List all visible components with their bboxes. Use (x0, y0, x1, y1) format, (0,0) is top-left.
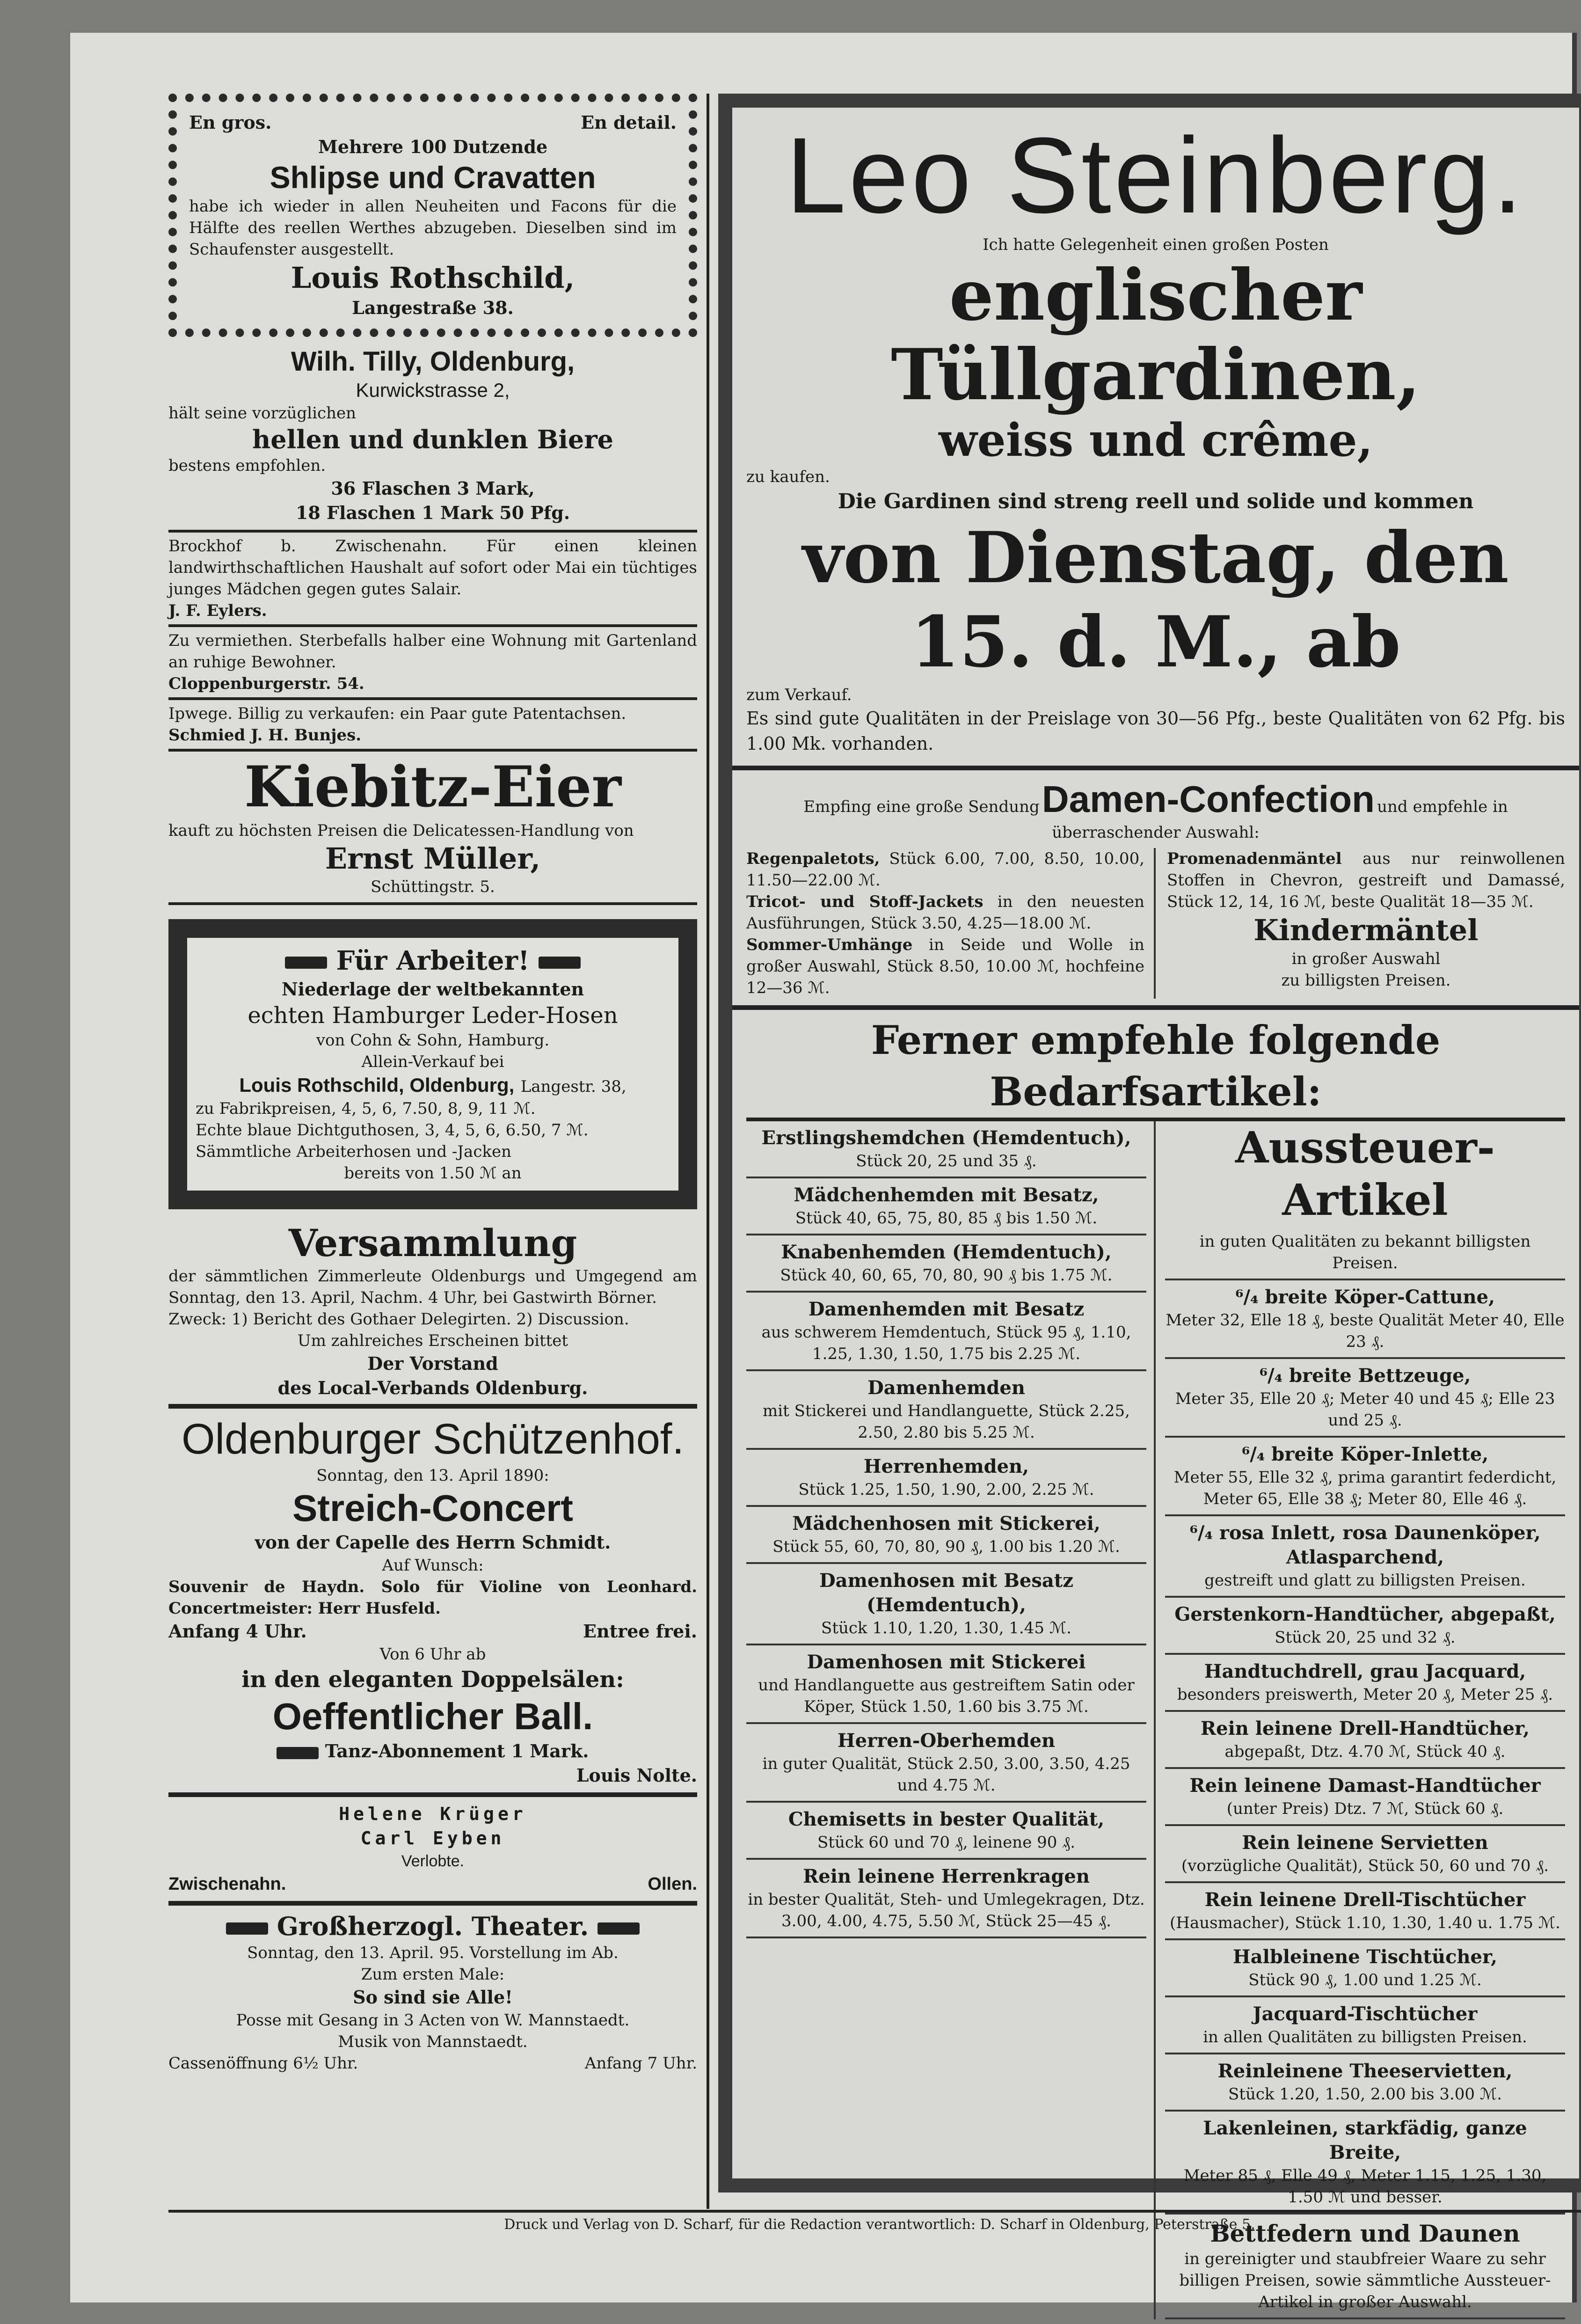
conf-post: und empfehle in überraschender Auswahl: (1052, 797, 1508, 842)
list-item (1165, 1940, 1565, 1997)
list-item (1165, 2054, 1565, 2112)
conf-item-text: Stück 6.00, 7.00, 8.50, 10.00, 11.50—22.00 ℳ. (746, 849, 1145, 890)
verlobte-n2: Carl Eyben (360, 1828, 505, 1849)
ad-vermiethen (168, 627, 697, 700)
theater-l2: Zum ersten Male: (361, 1965, 505, 1984)
left-column (168, 94, 697, 2079)
ad-theater (168, 1906, 697, 2079)
tilly-headline: hellen und dunklen Biere (252, 424, 614, 454)
tilly-name: Wilh. Tilly, Oldenburg, (291, 346, 575, 377)
item-text: (vorzügliche Qualität), Stück 50, 60 und 70 ₰. (1181, 1856, 1549, 1875)
item-title: Damenhosen mit Stickerei (807, 1651, 1086, 1673)
schuetzenhof-ball: Oeffentlicher Ball. (272, 1695, 593, 1737)
item-text: in allen Qualitäten zu billigsten Preisen. (1203, 2028, 1527, 2046)
item-title: Damenhemden mit Besatz (808, 1298, 1085, 1320)
conf-item-text: in den neuesten Ausführungen, Stück 3.50, 4.25—18.00 ℳ. (746, 892, 1144, 933)
item-title: Reinleinene Theeservietten, (1217, 2060, 1513, 2082)
kiebitz-address: Schüttingstr. 5. (371, 877, 495, 896)
tilly-price2: 18 Flaschen 1 Mark 50 Pfg. (295, 502, 570, 523)
kiebitz-text: kauft zu höchsten Preisen die Delicatessen-Handlung von (168, 821, 634, 840)
list-item (1165, 1598, 1565, 1655)
item-title: Mädchenhosen mit Stickerei, (792, 1513, 1100, 1535)
item-title: Chemisetts in bester Qualität, (788, 1808, 1105, 1830)
item-title: Handtuchdrell, grau Jacquard, (1204, 1660, 1526, 1682)
schuetzenhof-von6: Von 6 Uhr ab (379, 1645, 486, 1664)
rothschild-body: habe ich wieder in allen Neuheiten und Facons für die Hälfte des reellen Werthes abzugeben. Dieselben sind im Schaufenster ausgestellt. (189, 197, 677, 259)
kindermaentel-head: Kindermäntel (1253, 913, 1479, 947)
conf-right-title: Promenadenmäntel (1167, 849, 1342, 868)
item-title: Rein leinene Herrenkragen (803, 1865, 1090, 1887)
list-item (1165, 1769, 1565, 1826)
list-item (1165, 1826, 1565, 1883)
conf-right (1167, 848, 1565, 999)
steinberg-zukaufen: zu kaufen. (746, 468, 830, 486)
rothschild-headline: Shlipse und Cravatten (270, 160, 596, 195)
ad-rothschild-cravatten (168, 94, 697, 337)
item-title: Bettfedern und Daunen (1210, 2220, 1520, 2247)
item-title: ⁶/₄ breite Bettzeuge, (1259, 1365, 1471, 1387)
item-title: Rein leinene Drell-Tischtücher (1204, 1889, 1526, 1911)
schuetzenhof-headline: Oldenburger Schützenhof. (181, 1415, 685, 1463)
item-text: Stück 1.10, 1.20, 1.30, 1.45 ℳ. (821, 1619, 1071, 1637)
item-title: Herrenhemden, (863, 1455, 1029, 1477)
list-item (1165, 1997, 1565, 2054)
list-item (746, 1860, 1146, 1938)
item-text: Stück 20, 25 und 35 ₰. (856, 1152, 1037, 1170)
item-title: ⁶/₄ breite Köper-Inlette, (1241, 1443, 1489, 1465)
list-item (746, 1293, 1146, 1371)
theater-l3: So sind sie Alle! (353, 1987, 513, 2008)
versammlung-bittet: Um zahlreiches Erscheinen bittet (297, 1331, 568, 1350)
item-text: und Handlanguette aus gestreiftem Satin oder Köper, Stück 1.50, 1.60 bis 3.75 ℳ. (758, 1676, 1135, 1716)
item-title: Erstlingshemdchen (Hemdentuch), (761, 1127, 1131, 1149)
list-item (1165, 1516, 1565, 1598)
item-text: Meter 35, Elle 20 ₰; Meter 40 und 45 ₰; Elle 23 und 25 ₰. (1175, 1389, 1555, 1430)
theater-l5: Musik von Mannstaedt. (338, 2032, 528, 2051)
list-item (1165, 1883, 1565, 1940)
column-divider (707, 94, 709, 2209)
aussteuer-headline: Aussteuer-Artikel (1235, 1122, 1495, 1225)
brockhof-text: Brockhof b. Zwischenahn. Für einen kleinen landwirthschaftlichen Haushalt auf sofort oder Mai ein tüchtiges junges Mädchen gegen gutes Salair. (168, 537, 697, 599)
item-text: Meter 32, Elle 18 ₰, beste Qualität Meter 40, Elle 23 ₰. (1166, 1311, 1565, 1351)
arbeiter-l5b: Langestr. 38, (520, 1077, 627, 1096)
item-title: Rein leinene Servietten (1242, 1832, 1488, 1854)
list-item (1165, 1359, 1565, 1438)
theater-l1: Sonntag, den 13. April. 95. Vorstellung im Ab. (247, 1944, 619, 1962)
list-item (1165, 1655, 1565, 1712)
vermiethen-text: Zu vermiethen. Sterbefalls halber eine Wohnung mit Gartenland an ruhige Bewohner. (168, 631, 697, 672)
arbeiter-l3: von Cohn & Sohn, Hamburg. (316, 1031, 550, 1050)
kindermaentel-t3: zu billigsten Preisen. (1281, 971, 1451, 990)
versammlung-sig1: Der Vorstand (367, 1353, 498, 1374)
versammlung-sig2: des Local-Verbands Oldenburg. (277, 1377, 588, 1398)
list-item (1165, 1712, 1565, 1769)
item-text: aus schwerem Hemdentuch, Stück 95 ₰, 1.10, 1.25, 1.30, 1.50, 1.75 bis 2.25 ℳ. (761, 1323, 1131, 1363)
list-item (746, 1371, 1146, 1450)
list-item (1165, 2112, 1565, 2214)
item-text: Meter 85 ₰, Elle 49 ₰, Meter 1.15, 1.25, 1.30, 1.50 ℳ und besser. (1183, 2166, 1547, 2207)
list-item (746, 1121, 1146, 1178)
list-item (746, 1724, 1146, 1803)
arbeiter-l5: Louis Rothschild, Oldenburg, (239, 1074, 515, 1096)
item-text: Meter 55, Elle 32 ₰, prima garantirt federdicht, Meter 65, Elle 38 ₰; Meter 80, Elle 46 ₰. (1173, 1468, 1557, 1508)
verlobte-n1: Helene Krüger (339, 1804, 527, 1824)
kindermaentel-t2: in großer Auswahl (1291, 950, 1441, 968)
theater-headline: Großherzogl. Theater. (277, 1911, 589, 1941)
item-text: Stück 20, 25 und 32 ₰. (1275, 1628, 1456, 1647)
ad-tilly (168, 345, 697, 533)
tilly-line2: bestens empfohlen. (168, 456, 326, 475)
theater-start: Anfang 7 Uhr. (584, 2054, 697, 2073)
tilly-line1: hält seine vorzüglichen (168, 404, 356, 423)
schuetzenhof-concert: Streich-Concert (292, 1487, 574, 1529)
arbeiter-l2: echten Hamburger Leder-Hosen (248, 1002, 618, 1029)
list-item (1165, 1280, 1565, 1359)
rothschild-line1: Mehrere 100 Dutzende (318, 136, 548, 157)
item-text: Stück 90 ₰, 1.00 und 1.25 ℳ. (1248, 1971, 1482, 1989)
conf-item-title: Tricot- und Stoff-Jackets (746, 892, 984, 911)
ad-versammlung (168, 1220, 697, 1409)
schuetzenhof-saelen: in den eleganten Doppelsälen: (241, 1666, 624, 1693)
en-gros: En gros. (189, 112, 272, 133)
items-right-list (1165, 1121, 1565, 2319)
conf-item-title: Sommer-Umhänge (746, 935, 913, 954)
item-text: (Hausmacher), Stück 1.10, 1.30, 1.40 u. 1.75 ℳ. (1170, 1914, 1560, 1932)
arbeiter-l9: bereits von 1.50 ℳ an (344, 1164, 522, 1183)
tilly-street: Kurwickstrasse 2, (356, 379, 510, 401)
conf-pre: Empfing eine große Sendung (803, 797, 1040, 816)
kiebitz-headline: Kiebitz-Eier (244, 754, 621, 820)
conf-item-title: Regenpaletots, (746, 849, 880, 868)
pointing-hand-icon (539, 957, 581, 969)
tilly-price1: 36 Flaschen 3 Mark, (331, 478, 535, 499)
vermiethen-address: Cloppenburgerstr. 54. (168, 674, 364, 693)
ad-ipwege (168, 700, 697, 752)
schuetzenhof-entree: Entree frei. (583, 1621, 697, 1642)
conf-left (746, 848, 1156, 999)
pointing-hand-icon (277, 1747, 319, 1759)
item-text: in guter Qualität, Stück 2.50, 3.00, 3.50, 4.25 und 4.75 ℳ. (762, 1754, 1130, 1795)
schuetzenhof-capelle: von der Capelle des Herrn Schmidt. (255, 1532, 611, 1553)
rothschild-name: Louis Rothschild, (291, 261, 575, 295)
list-item (746, 1507, 1146, 1564)
item-title: Rein leinene Drell-Handtücher, (1200, 1717, 1530, 1739)
item-title: ⁶/₄ rosa Inlett, rosa Daunenköper, Atlasparchend, (1189, 1522, 1541, 1568)
steinberg-qual: Es sind gute Qualitäten in der Preislage von 30—56 Pfg., beste Qualitäten von 62 Pfg. bis 1.00 Mk. vorhanden. (746, 708, 1565, 754)
schuetzenhof-abo: Tanz-Abonnement 1 Mark. (325, 1740, 589, 1761)
item-title: Gerstenkorn-Handtücher, abgepaßt, (1174, 1603, 1556, 1625)
versammlung-text: der sämmtlichen Zimmerleute Oldenburgs und Umgegend am Sonntag, den 13. April, Nachm. 4 Uhr, bei Gastwirth Börner. (168, 1267, 697, 1307)
ad-brockhof (168, 533, 697, 627)
schuetzenhof-souvenir: Souvenir de Haydn. Solo für Violine von Leonhard. Concertmeister: Herr Husfeld. (168, 1578, 697, 1618)
ad-kiebitz (168, 752, 697, 905)
theater-l4: Posse mit Gesang in 3 Acten von W. Mannstaedt. (236, 2011, 630, 2030)
list-item (746, 1235, 1146, 1293)
item-text: besonders preiswerth, Meter 20 ₰, Meter 25 ₰. (1177, 1685, 1553, 1704)
ad-arbeiter (168, 919, 697, 1209)
verlobte-label: Verlobte. (401, 1852, 465, 1870)
list-item (746, 1450, 1146, 1507)
schuetzenhof-anfang: Anfang 4 Uhr. (168, 1621, 307, 1642)
item-text: Stück 1.20, 1.50, 2.00 bis 3.00 ℳ. (1228, 2085, 1502, 2104)
item-text: mit Stickerei und Handlanguette, Stück 2.25, 2.50, 2.80 bis 5.25 ℳ. (763, 1402, 1130, 1442)
item-text: Stück 55, 60, 70, 80, 90 ₰, 1.00 bis 1.20 ℳ. (772, 1537, 1120, 1556)
ipwege-name: Schmied J. H. Bunjes. (168, 726, 362, 745)
conf-item-text: in Seide und Wolle in großer Auswahl, Stück 8.50, 10.00 ℳ, hochfeine 12—36 ℳ. (746, 935, 1145, 997)
list-item (746, 1178, 1146, 1235)
pointing-hand-icon (597, 1922, 640, 1935)
arbeiter-l4: Allein-Verkauf bei (361, 1052, 504, 1071)
verlobte-place1: Zwischenahn. (168, 1874, 286, 1894)
ferner-headline: Ferner empfehle folgende Bedarfsartikel: (746, 1015, 1565, 1121)
confection-section (732, 766, 1579, 1010)
item-text: Stück 40, 60, 65, 70, 80, 90 ₰ bis 1.75 ℳ. (780, 1266, 1113, 1285)
verlobte-place2: Ollen. (648, 1874, 697, 1894)
item-title: Rein leinene Damast-Handtücher (1189, 1775, 1541, 1797)
arbeiter-l8: Sämmtliche Arbeiterhosen und -Jacken (196, 1142, 511, 1161)
items-left-list (746, 1121, 1156, 2319)
item-text: in bester Qualität, Steh- und Umlegekragen, Dtz. 3.00, 4.00, 4.75, 5.50 ℳ, Stück 25—45 ₰. (748, 1890, 1145, 1930)
item-title: Knabenhemden (Hemdentuch), (781, 1241, 1112, 1263)
conf-right-text: aus nur reinwollenen Stoffen in Chevron, gestreift und Damassé, Stück 12, 14, 16 ℳ, beste Qualität 18—35 ℳ. (1167, 849, 1565, 911)
imprint-footer: Druck und Verlag von D. Scharf, für die Redaction verantwortlich: D. Scharf in Oldenburg, Peterstraße 5. (168, 2210, 1581, 2233)
item-text: gestreift und glatt zu billigsten Preisen. (1204, 1571, 1526, 1590)
brockhof-name: J. F. Eylers. (168, 601, 267, 620)
ipwege-text: Ipwege. Billig zu verkaufen: ein Paar gute Patentachsen. (168, 704, 627, 723)
newspaper-page (70, 33, 1577, 2311)
arbeiter-l6: zu Fabrikpreisen, 4, 5, 6, 7.50, 8, 9, 11 ℳ. (196, 1099, 536, 1118)
steinberg-name: Leo Steinberg. (786, 115, 1526, 235)
item-title: Jacquard-Tischtücher (1253, 2003, 1478, 2025)
en-detail: En detail. (581, 112, 677, 133)
aussteuer-sub: in guten Qualitäten zu bekannt billigsten Preisen. (1165, 1226, 1565, 1280)
item-title: Halbleinene Tischtücher, (1232, 1946, 1498, 1968)
steinberg-gardinen: Die Gardinen sind streng reell und solide und kommen (838, 490, 1474, 513)
arbeiter-l1: Niederlage der weltbekannten (281, 979, 584, 1000)
item-text: Stück 40, 65, 75, 80, 85 ₰ bis 1.50 ℳ. (795, 1209, 1098, 1228)
arbeiter-headline: Für Arbeiter! (336, 945, 530, 976)
ad-verlobte (168, 1797, 697, 1906)
item-title: Damenhosen mit Besatz (Hemdentuch), (819, 1570, 1073, 1616)
item-text: in gereinigter und staubfreier Waare zu sehr billigen Preisen, sowie sämmtliche Aussteuer-Artikel in großer Auswahl. (1179, 2250, 1551, 2311)
rothschild-address: Langestraße 38. (352, 297, 514, 318)
list-item (746, 1803, 1146, 1860)
schuetzenhof-date: Sonntag, den 13. April 1890: (316, 1466, 549, 1485)
item-title: Damenhemden (867, 1377, 1025, 1399)
steinberg-sub: weiss und crême, (938, 414, 1373, 467)
pointing-hand-icon (285, 957, 327, 969)
pointing-hand-icon (226, 1922, 268, 1935)
item-title: Herren-Oberhemden (837, 1730, 1056, 1752)
list-item (746, 1564, 1146, 1645)
theater-open: Cassenöffnung 6½ Uhr. (168, 2054, 358, 2073)
item-title: ⁶/₄ breite Köper-Cattune, (1235, 1286, 1495, 1308)
conf-head: Damen-Confection (1042, 778, 1375, 820)
steinberg-verkauf: zum Verkauf. (746, 686, 852, 704)
versammlung-headline: Versammlung (288, 1221, 577, 1265)
list-item (1165, 1438, 1565, 1516)
schuetzenhof-wunsch: Auf Wunsch: (382, 1556, 484, 1575)
item-text: abgepaßt, Dtz. 4.70 ℳ, Stück 40 ₰. (1224, 1742, 1506, 1761)
steinberg-headline: englischer Tüllgardinen, (891, 254, 1421, 416)
kiebitz-name: Ernst Müller, (325, 841, 541, 876)
item-title: Lakenleinen, starkfädig, ganze Breite, (1203, 2117, 1527, 2163)
ad-schuetzenhof (168, 1409, 697, 1797)
schuetzenhof-name: Louis Nolte. (576, 1765, 697, 1786)
item-text: Stück 1.25, 1.50, 1.90, 2.00, 2.25 ℳ. (798, 1480, 1094, 1499)
item-title: Mädchenhemden mit Besatz, (794, 1184, 1099, 1206)
versammlung-zweck: Zweck: 1) Bericht des Gothaer Delegirten. 2) Discussion. (168, 1310, 629, 1329)
arbeiter-l7: Echte blaue Dichtguthosen, 3, 4, 5, 6, 6.50, 7 ℳ. (196, 1121, 589, 1140)
item-text: Stück 60 und 70 ₰, leinene 90 ₰. (817, 1833, 1076, 1852)
item-text: (unter Preis) Dtz. 7 ℳ, Stück 60 ₰. (1226, 1799, 1504, 1818)
list-item (746, 1645, 1146, 1724)
steinberg-date: von Dienstag, den 15. d. M., ab (802, 517, 1509, 683)
steinberg-intro: Ich hatte Gelegenheit einen großen Posten (983, 235, 1329, 254)
